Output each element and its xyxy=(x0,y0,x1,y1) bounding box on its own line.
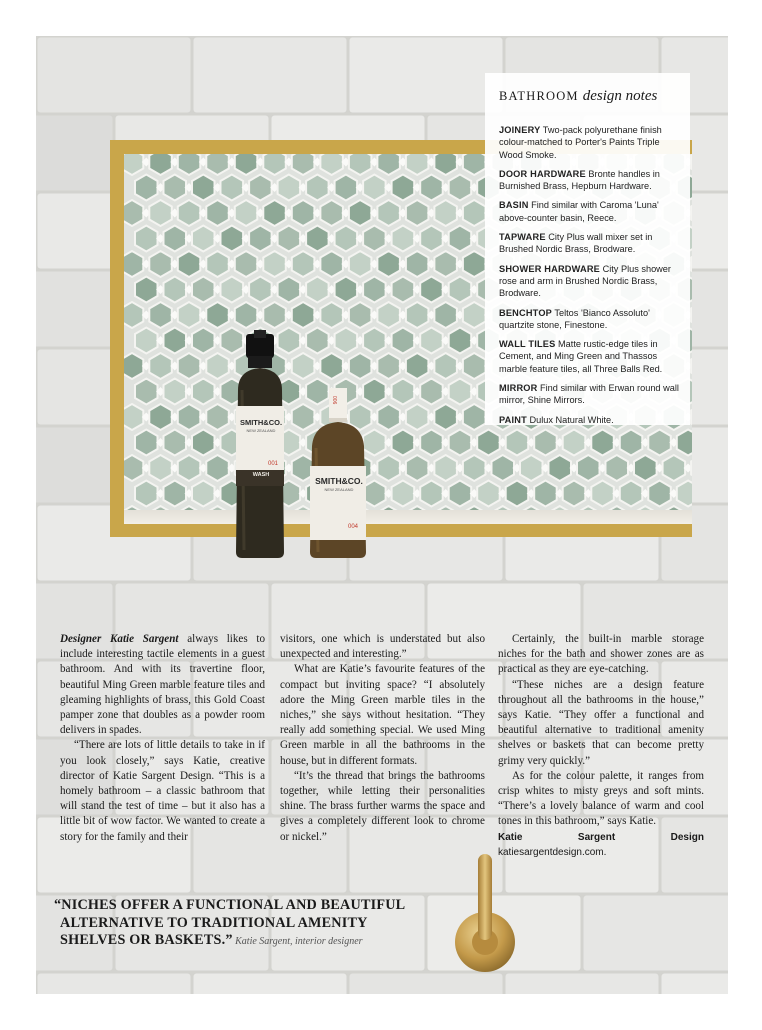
pull-quote-line-3-text: SHELVES OR BASKETS.” xyxy=(60,932,233,948)
article-lead: Designer Katie Sargent xyxy=(60,633,179,645)
design-note-item xyxy=(499,168,685,193)
left-bottle-wash-label: WASH xyxy=(252,472,270,478)
article-p5: Certainly, the built-in marble storage niches for the bath and shower zones are as practical as they are eye-catching. xyxy=(498,633,704,676)
design-note-item xyxy=(499,338,685,375)
wash-bottle-left xyxy=(228,330,294,560)
design-note-item xyxy=(499,307,685,332)
design-note-label: MIRROR xyxy=(499,383,538,394)
article-p3: What are Katie’s favourite features of the compact but inviting space? “I absolutely adore the Ming Green marble tiles in the niches,” she says without hesitation. “They really add something special. We used Ming Green marble in all the bathrooms in the house, but in different formats. xyxy=(280,663,485,767)
design-note-text: Teltos 'Bianco Assoluto' quartzite stone, Finestone. xyxy=(499,307,650,330)
design-note-label: SHOWER HARDWARE xyxy=(499,263,600,274)
article-column-2 xyxy=(280,632,485,845)
article-signature xyxy=(498,830,704,860)
design-note-text: Matte rustic-edge tiles in Cement, and Ming Green and Thassos marble feature tiles, all Three Balls Red. xyxy=(499,339,663,374)
design-notes-title-caps: BATHROOM xyxy=(499,89,579,103)
pull-quote-attribution: Katie Sargent, interior designer xyxy=(232,936,363,947)
article-p7: As for the colour palette, it ranges from crisp whites to misty greys and soft mints. “There’s a lovely balance of warm and cool tones in this bathroom,” says Katie. xyxy=(498,769,704,828)
article-p4: “It’s the thread that brings the bathrooms together, while letting their personalities shine. The brass further warms the space and gives a completely different look to chrome or nickel.” xyxy=(280,769,485,843)
niche-shelf xyxy=(124,510,692,524)
left-bottle-number: 001 xyxy=(268,461,279,467)
signature-name: Katie Sargent Design xyxy=(498,831,704,843)
design-note-label: TAPWARE xyxy=(499,232,546,243)
design-note-text: City Plus wall mixer set in Brushed Nordic Brass, Brodware. xyxy=(499,232,653,255)
design-note-text: Bronte handles in Burnished Brass, Hepburn Hardware. xyxy=(499,168,660,192)
left-bottle-sub: NEW ZEALAND xyxy=(246,428,276,433)
design-notes-title-italic: design notes xyxy=(582,88,658,104)
design-note-label: WALL TILES xyxy=(499,339,556,350)
design-note-label: BASIN xyxy=(499,200,529,211)
design-note-text: Find similar with Erwan round wall mirror, Shine Mirrors. xyxy=(499,383,679,406)
pull-quote xyxy=(54,897,474,951)
design-notes-panel xyxy=(485,73,690,425)
article-column-3 xyxy=(498,632,704,860)
design-note-item xyxy=(499,124,685,161)
design-note-label: BENCHTOP xyxy=(499,307,552,318)
right-bottle-brand: SMITH&CO. xyxy=(315,476,363,486)
right-bottle-cap-number: 006 xyxy=(331,396,337,405)
design-note-text: Dulux Natural White. xyxy=(529,414,614,425)
design-note-text: Find similar with Caroma 'Luna' above-counter basin, Reece. xyxy=(499,200,659,223)
design-note-item xyxy=(499,382,685,407)
wash-bottle-right xyxy=(302,388,374,560)
design-note-item xyxy=(499,199,685,224)
article-p6: “These niches are a design feature throughout all the bathrooms in the house,” says Katie. “They offer a functional and beautiful alternative to traditional amenity shelves or baskets that can become pretty grimy very quickly.” xyxy=(498,678,704,767)
article-p2-text: “There are lots of little details to take in if you look closely,” says Katie, creative director of Katie Sargent Design. “This is a homely bathroom – a classic bathroom that will stand the test of time – but it also has a little bit of wow factor. We wanted to create a story for the family and their xyxy=(60,739,265,843)
design-note-text: Two-pack polyurethane finish colour-matched to Porter's Paints Triple Wood Smoke. xyxy=(499,125,662,160)
design-notes-list xyxy=(499,124,685,433)
design-note-text: City Plus shower rose and arm in Brushed Nordic Brass, Brodware. xyxy=(499,263,671,299)
pull-quote-line-3 xyxy=(54,932,474,951)
right-bottle-sub: NEW ZEALAND xyxy=(324,487,354,492)
pull-quote-line-2: ALTERNATIVE TO TRADITIONAL AMENITY xyxy=(60,914,368,931)
signature-url: katiesargentdesign.com. xyxy=(498,846,607,858)
pull-quote-line-1: “NICHES OFFER A FUNCTIONAL AND BEAUTIFUL xyxy=(54,897,406,913)
design-note-label: PAINT xyxy=(499,414,527,425)
article-p1: always likes to include interesting tactile elements in a guest bathroom. And with its travertine floor, beautiful Ming Green marble feature tiles and gleaming highlights of brass, this Gold Coast pamper zone that doubles as a powder room delivers in spades. xyxy=(60,633,265,737)
design-notes-title xyxy=(499,88,657,105)
left-bottle-brand: SMITH&CO. xyxy=(239,418,283,427)
design-note-item xyxy=(499,263,685,300)
right-bottle-number: 004 xyxy=(348,524,359,530)
design-note-item xyxy=(499,231,685,256)
design-note-item xyxy=(499,414,685,426)
design-note-label: DOOR HARDWARE xyxy=(499,168,586,179)
design-note-label: JOINERY xyxy=(499,125,541,135)
article-column-1 xyxy=(60,632,265,845)
article-p2-continued: visitors, one which is understated but also unexpected and interesting.” xyxy=(280,633,485,661)
article-p2 xyxy=(60,738,265,844)
